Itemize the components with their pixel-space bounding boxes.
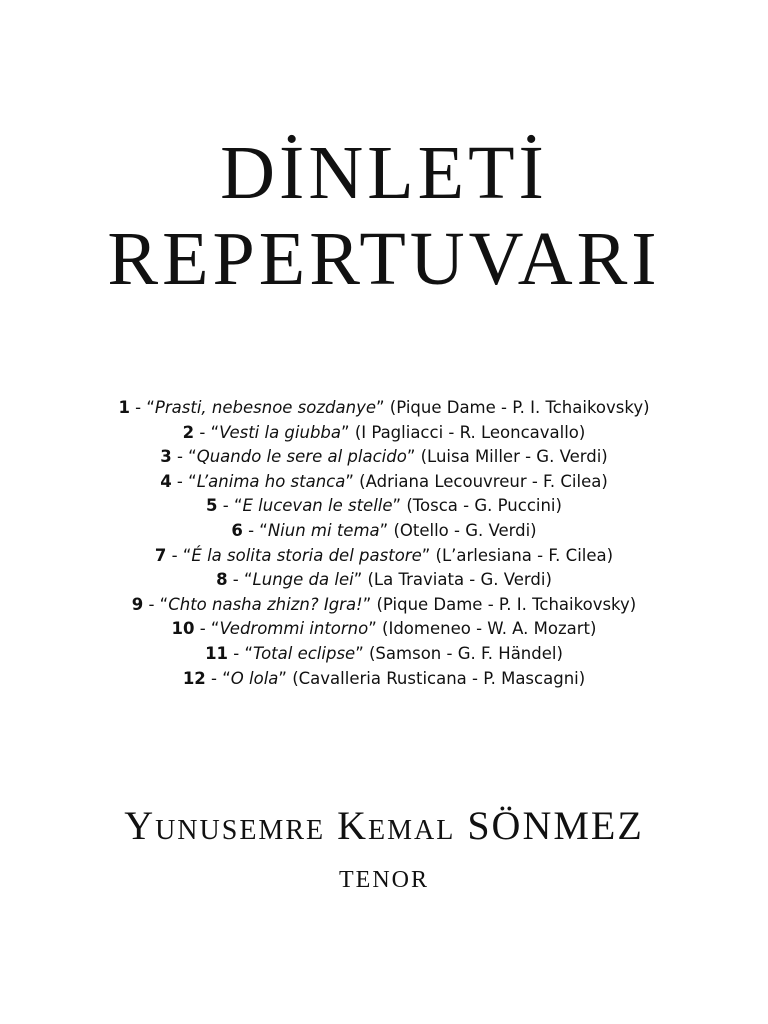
- item-number: 12: [182, 668, 206, 688]
- item-number: 6: [231, 520, 243, 540]
- repertoire-list: [0, 396, 768, 691]
- title-line-2: REPERTUVARI: [107, 217, 661, 301]
- repertoire-item: 2 - “Vesti la giubba” (I Pagliacci - R. Leoncavallo): [182, 422, 586, 442]
- piece-source: (Tosca - G. Puccini): [406, 496, 562, 516]
- item-number: 7: [154, 545, 167, 565]
- piece-title: Prasti, nebesnoe sozdanye: [154, 398, 376, 417]
- piece-title: Quando le sere al placido: [196, 447, 407, 467]
- item-number: 9: [131, 594, 144, 614]
- piece-source: (Otello - G. Verdi): [393, 520, 537, 540]
- title-line-1: DİNLETİ: [220, 131, 548, 215]
- repertoire-item: 10 - “Vedrommi intorno” (Idomeneo - W. A. Mozart): [171, 619, 597, 639]
- repertoire-item: 5 - “E lucevan le stelle” (Tosca - G. Puccini): [206, 496, 562, 516]
- piece-source: (Pique Dame - P. I. Tchaikovsky): [389, 398, 650, 417]
- item-number: 3: [160, 447, 172, 467]
- repertoire-item: 12 - “O lola” (Cavalleria Rusticana - P. Mascagni): [182, 668, 586, 688]
- item-number: 4: [160, 471, 172, 491]
- repertoire-item: 1 - “Prasti, nebesnoe sozdanye” (Pique Dame - P. I. Tchaikovsky): [118, 398, 650, 417]
- voice-type: TENOR: [339, 867, 429, 893]
- piece-title: Niun mi tema: [267, 520, 380, 540]
- piece-title: Lunge da lei: [252, 570, 354, 590]
- item-number: 10: [171, 619, 195, 639]
- piece-title: E lucevan le stelle: [242, 496, 393, 516]
- piece-title: Chto nasha zhizn? Igra!: [168, 594, 363, 614]
- piece-source: (L’arlesiana - F. Cilea): [435, 545, 614, 565]
- piece-title: É la solita storia del pastore: [191, 545, 422, 565]
- piece-source: (I Pagliacci - R. Leoncavallo): [354, 422, 586, 442]
- piece-source: (Luisa Miller - G. Verdi): [420, 447, 608, 467]
- item-number: 11: [205, 643, 229, 663]
- repertoire-item: 8 - “Lunge da lei” (La Traviata - G. Verdi): [216, 570, 552, 590]
- repertoire-item: 9 - “Chto nasha zhizn? Igra!” (Pique Dame - P. I. Tchaikovsky): [131, 594, 637, 614]
- piece-source: (Cavalleria Rusticana - P. Mascagni): [292, 668, 586, 688]
- repertoire-item: 7 - “É la solita storia del pastore” (L’arlesiana - F. Cilea): [154, 545, 614, 565]
- repertoire-item: 3 - “Quando le sere al placido” (Luisa Miller - G. Verdi): [160, 447, 608, 467]
- piece-source: (La Traviata - G. Verdi): [367, 570, 552, 590]
- item-number: 1: [118, 398, 130, 417]
- item-number: 2: [182, 422, 195, 442]
- piece-title: L’anima ho stanca: [196, 471, 346, 491]
- piece-source: (Pique Dame - P. I. Tchaikovsky): [376, 594, 637, 614]
- item-number: 5: [206, 496, 218, 516]
- piece-source: (Adriana Lecouvreur - F. Cilea): [359, 471, 608, 491]
- repertoire-item: 6 - “Niun mi tema” (Otello - G. Verdi): [231, 520, 537, 540]
- piece-title: Vedrommi intorno: [219, 619, 369, 639]
- repertoire-item: 11 - “Total eclipse” (Samson - G. F. Händel): [205, 643, 563, 663]
- repertoire-item: 4 - “L’anima ho stanca” (Adriana Lecouvreur - F. Cilea): [160, 471, 608, 491]
- item-number: 8: [216, 570, 228, 590]
- piece-source: (Idomeneo - W. A. Mozart): [382, 619, 597, 639]
- piece-title: Total eclipse: [253, 643, 356, 663]
- piece-source: (Samson - G. F. Händel): [369, 643, 563, 663]
- piece-title: Vesti la giubba: [219, 422, 342, 442]
- performer-name: Yunusemre Kemal SÖNMEZ: [124, 803, 644, 848]
- piece-title: O lola: [230, 668, 279, 688]
